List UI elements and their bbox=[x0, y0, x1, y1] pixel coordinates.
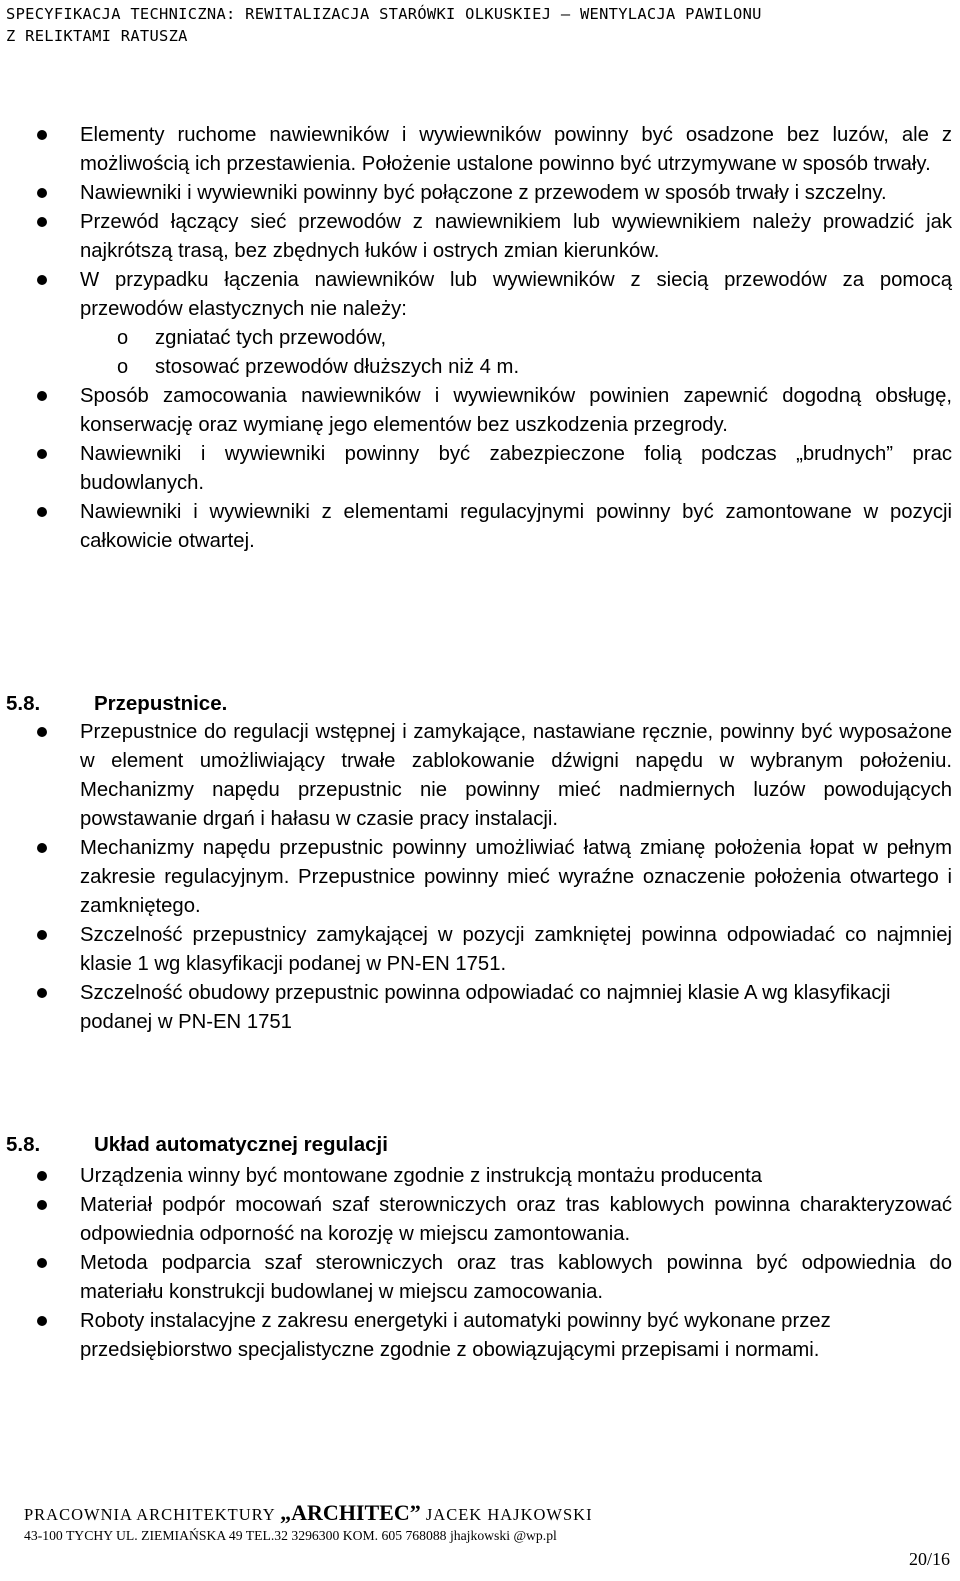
list-item: Urządzenia winny być montowane zgodnie z instrukcją montażu producenta bbox=[0, 1162, 960, 1191]
bullet-icon bbox=[37, 988, 47, 998]
list-item: Nawiewniki i wywiewniki powinny być zabezpieczone folią podczas „brudnych” prac budowlanych. bbox=[0, 440, 960, 498]
list-item: Nawiewniki i wywiewniki z elementami regulacyjnymi powinny być zamontowane w pozycji całkowicie otwartej. bbox=[0, 498, 960, 556]
list-item: Przepustnice do regulacji wstępnej i zamykające, nastawiane ręcznie, powinny być wyposażone w element umożliwiający trwałe zablokowanie dźwigni napędu w wybranym położeniu. Mechanizmy napędu przepustnic nie powinny mieć nadmiernych luzów powodujących powstawanie drgań i hałasu w czasie pracy instalacji. bbox=[0, 718, 960, 834]
page-header bbox=[6, 3, 956, 47]
list-item: W przypadku łączenia nawiewników lub wywiewników z siecią przewodów za pomocą przewodów elastycznych nie należy: o zgniatać tych przewodów, o stosować przewodów dłuższych niż 4 m. bbox=[0, 266, 960, 382]
footer-owner: JACEK HAJKOWSKI bbox=[425, 1505, 593, 1524]
bullet-icon bbox=[37, 507, 47, 517]
bullet-icon bbox=[37, 1171, 47, 1181]
bullet-icon bbox=[37, 727, 47, 737]
footer-company-name: PRACOWNIA ARCHITEKTURY bbox=[24, 1505, 276, 1524]
section-heading-przepustnice bbox=[6, 689, 227, 718]
bullet-icon bbox=[37, 1200, 47, 1210]
footer-company-line bbox=[24, 1500, 954, 1526]
sublist bbox=[80, 324, 952, 382]
circle-bullet-icon: o bbox=[117, 356, 129, 378]
section-heading-automatic-control bbox=[6, 1130, 388, 1159]
bullet-icon bbox=[37, 130, 47, 140]
section-title: Układ automatycznej regulacji bbox=[94, 1133, 388, 1156]
list-item: Mechanizmy napędu przepustnic powinny umożliwiać łatwą zmianę położenia łopat w pełnym zakresie regulacyjnym. Przepustnice powinny mieć wyraźne oznaczenie położenia otwartego i zamkniętego. bbox=[0, 834, 960, 921]
header-line-1: SPECYFIKACJA TECHNICZNA: REWITALIZACJA STARÓWKI OLKUSKIEJ – WENTYLACJA PAWILONU bbox=[6, 5, 762, 23]
list-item: Metoda podparcia szaf sterowniczych oraz tras kablowych powinna być odpowiednia do materiału konstrukcji budowlanej w miejscu zamocowania. bbox=[0, 1249, 960, 1307]
list-item: Materiał podpór mocowań szaf sterowniczych oraz tras kablowych powinna charakteryzować odpowiednia odporność na korozję w miejscu zamontowania. bbox=[0, 1191, 960, 1249]
bullet-icon bbox=[37, 275, 47, 285]
list-item: Szczelność przepustnicy zamykającej w pozycji zamkniętej powinna odpowiadać co najmniej klasie 1 wg klasyfikacji podanej w PN-EN 1751. bbox=[0, 921, 960, 979]
section-number: 5.8. bbox=[6, 1133, 41, 1156]
automation-list bbox=[0, 1162, 960, 1365]
footer-brand: „ARCHITEC” bbox=[280, 1500, 421, 1525]
dampers-list bbox=[0, 718, 960, 1037]
ventilation-list bbox=[0, 121, 960, 556]
list-item: Szczelność obudowy przepustnic powinna odpowiadać co najmniej klasie A wg klasyfikacji podanej w PN-EN 1751 bbox=[0, 979, 960, 1037]
bullet-icon bbox=[37, 188, 47, 198]
bullet-icon bbox=[37, 1258, 47, 1268]
section-number: 5.8. bbox=[6, 692, 41, 715]
bullet-icon bbox=[37, 449, 47, 459]
bullet-icon bbox=[37, 1316, 47, 1326]
list-item: Sposób zamocowania nawiewników i wywiewników powinien zapewnić dogodną obsługę, konserwację oraz wymianę jego elementów bez uszkodzenia przegrody. bbox=[0, 382, 960, 440]
bullet-icon bbox=[37, 843, 47, 853]
sublist-item: o zgniatać tych przewodów, bbox=[80, 324, 952, 353]
sublist-item: o stosować przewodów dłuższych niż 4 m. bbox=[80, 353, 952, 382]
header-line-2: Z RELIKTAMI RATUSZA bbox=[6, 27, 188, 45]
bullet-icon bbox=[37, 930, 47, 940]
list-item: Nawiewniki i wywiewniki powinny być połączone z przewodem w sposób trwały i szczelny. bbox=[0, 179, 960, 208]
list-item: Roboty instalacyjne z zakresu energetyki i automatyki powinny być wykonane przez przedsiębiorstwo specjalistyczne zgodnie z obowiązującymi przepisami i normami. bbox=[0, 1307, 960, 1365]
footer-address: 43-100 TYCHY UL. ZIEMIAŃSKA 49 TEL.32 3296300 KOM. 605 768088 jhajkowski @wp.pl bbox=[24, 1528, 557, 1543]
list-item: Elementy ruchome nawiewników i wywiewników powinny być osadzone bez luzów, ale z możliwością ich przestawienia. Położenie ustalone powinno być utrzymywane w sposób trwały. bbox=[0, 121, 960, 179]
bullet-icon bbox=[37, 391, 47, 401]
page-footer bbox=[24, 1500, 954, 1544]
page-number: 20/16 bbox=[908, 1549, 950, 1569]
section-title: Przepustnice. bbox=[94, 692, 228, 715]
circle-bullet-icon: o bbox=[117, 327, 129, 349]
list-item: Przewód łączący sieć przewodów z nawiewnikiem lub wywiewnikiem należy prowadzić jak najkrótszą trasą, bez zbędnych łuków i ostrych zmian kierunków. bbox=[0, 208, 960, 266]
bullet-icon bbox=[37, 217, 47, 227]
